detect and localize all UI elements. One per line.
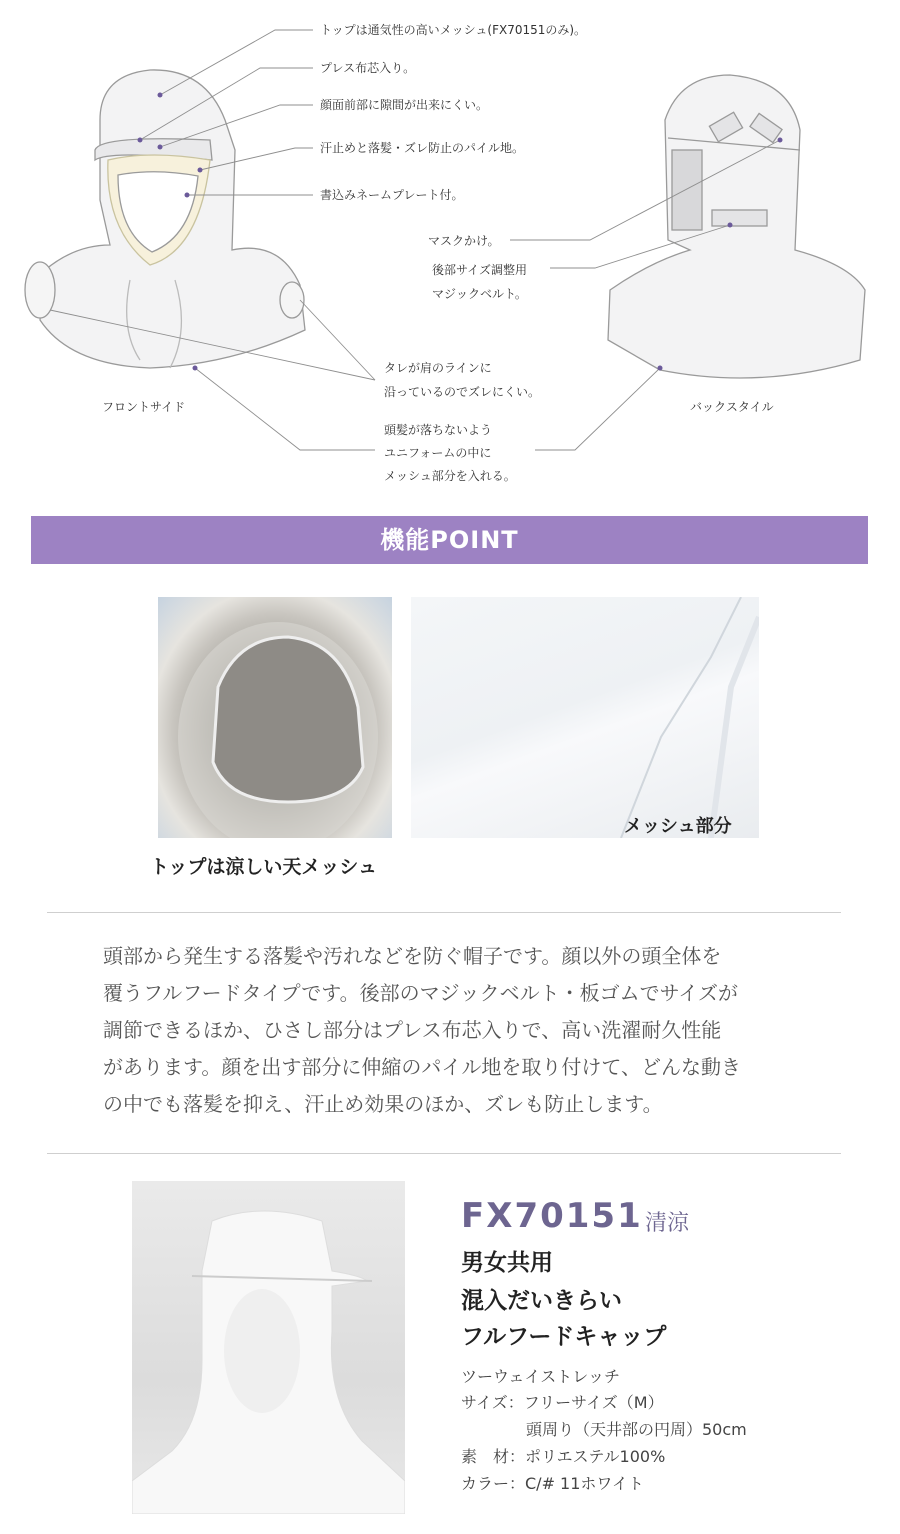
callout-hair-3: メッシュ部分を入れる。	[384, 469, 516, 483]
spec-color: カラー：C/# 11ホワイト	[461, 1474, 644, 1493]
back-style-label: バックスタイル	[690, 400, 774, 414]
desc-line: 頭部から発生する落髪や汚れなどを防ぐ帽子です。顔以外の頭全体を	[103, 944, 722, 968]
front-side-label: フロントサイド	[102, 400, 186, 414]
product-title-line: フルフードキャップ	[461, 1324, 667, 1350]
divider-bottom	[47, 1153, 841, 1154]
callout-size-adjust-1: 後部サイズ調整用	[432, 263, 528, 277]
callout-mesh-top: トップは通気性の高いメッシュ(FX70151のみ)。	[320, 23, 587, 37]
callout-size-adjust-2: マジックベルト。	[432, 287, 527, 301]
mesh-top-photo	[158, 597, 392, 838]
mesh-fold-illustration	[411, 597, 759, 838]
callout-nameplate: 書込みネームプレート付。	[320, 188, 464, 202]
mesh-top-caption: トップは涼しい天メッシュ	[150, 856, 378, 878]
desc-line: の中でも落髪を抑え、汗止め効果のほか、ズレも防止します。	[103, 1092, 663, 1116]
desc-line: があります。顔を出す部分に伸縮のパイル地を取り付けて、どんな動き	[103, 1055, 741, 1079]
callout-shoulder-2: 沿っているのでズレにくい。	[384, 385, 541, 399]
product-title-line: 混入だいきらい	[461, 1288, 622, 1314]
callout-hair-2: ユニフォームの中に	[384, 446, 492, 460]
model-code: FX70151	[461, 1196, 643, 1236]
product-title-line: 男女共用	[461, 1250, 553, 1276]
divider-top	[47, 912, 841, 913]
desc-line: 覆うフルフードタイプです。後部のマジックベルト・板ゴムでサイズが	[103, 981, 738, 1005]
product-photo	[132, 1181, 405, 1514]
front-hood-drawing	[25, 70, 305, 368]
spec-size: サイズ：フリーサイズ（M）	[461, 1393, 664, 1412]
back-hood-drawing	[608, 75, 865, 378]
callout-shoulder-1: タレが肩のラインに	[384, 361, 492, 375]
spec-fabric: ツーウェイストレッチ	[461, 1367, 621, 1386]
callout-pile: 汗止めと落髪・ズレ防止のパイル地。	[320, 141, 525, 155]
callout-face-gap: 顔面前部に隙間が出来にくい。	[320, 98, 489, 112]
mesh-top-illustration	[158, 597, 392, 838]
product-description	[103, 938, 803, 1123]
diagram	[0, 0, 900, 500]
mesh-detail-photo	[411, 597, 759, 838]
desc-line: 調節できるほか、ひさし部分はプレス布芯入りで、高い洗濯耐久性能	[103, 1018, 722, 1042]
mesh-caption: メッシュ部分	[624, 816, 732, 837]
callout-mask-hook: マスクかけ。	[428, 234, 500, 248]
callout-hair-1: 頭髪が落ちないよう	[384, 423, 493, 437]
model-subtitle: 清涼	[645, 1211, 690, 1236]
callout-press-core: プレス布芯入り。	[320, 61, 416, 75]
mannequin-illustration	[132, 1181, 405, 1514]
spec-head-circumference: 頭周り（天井部の円周）50cm	[526, 1420, 747, 1439]
spec-material: 素 材：ポリエステル100%	[461, 1447, 666, 1466]
function-point-band: 機能POINT	[31, 516, 868, 564]
